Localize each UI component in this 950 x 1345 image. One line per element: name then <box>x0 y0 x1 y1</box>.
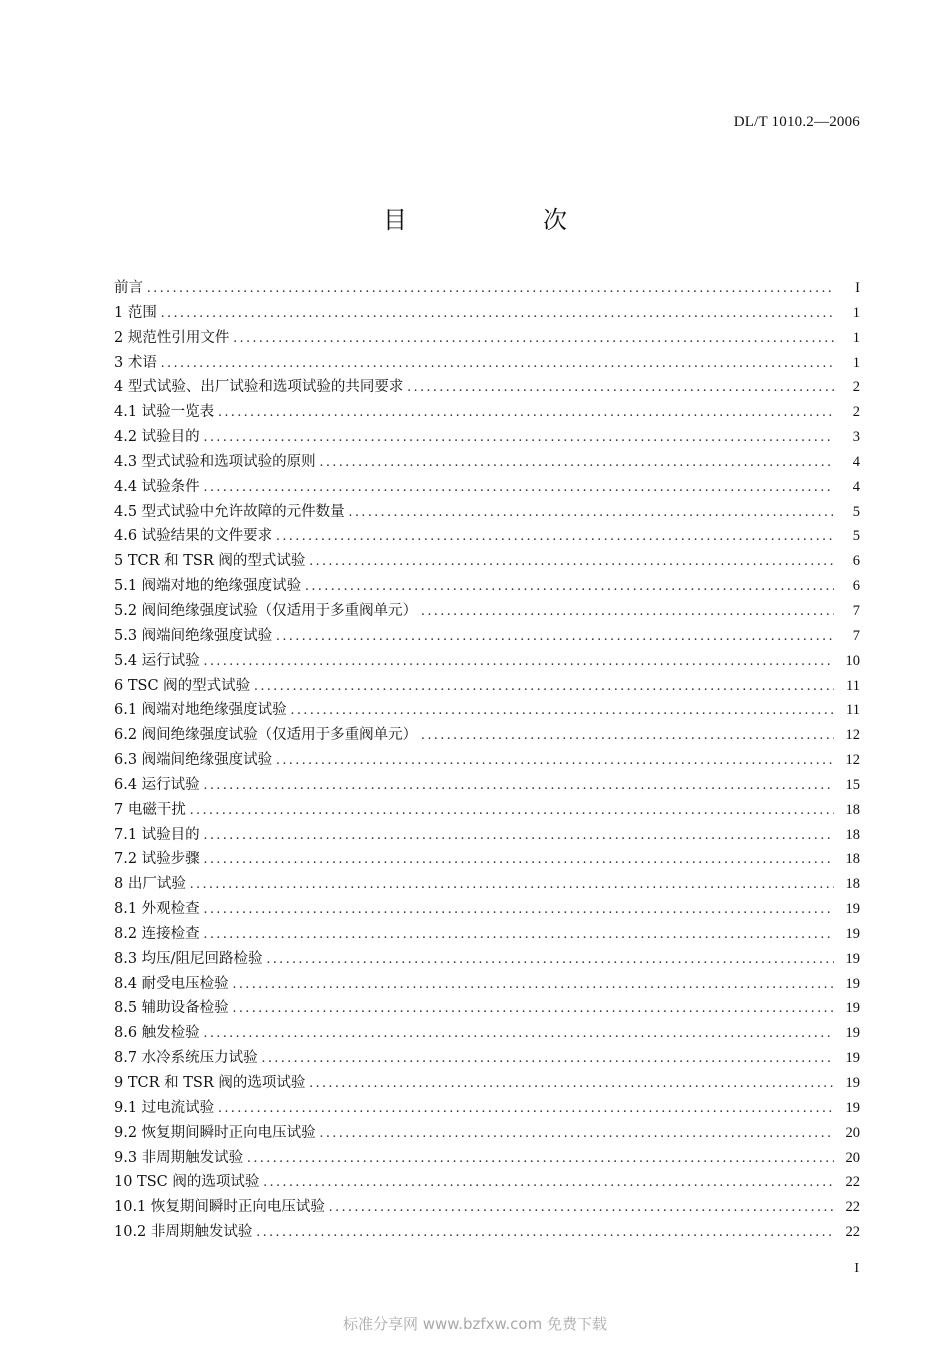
toc-dot-leader <box>204 823 834 848</box>
toc-entry[interactable] <box>114 847 860 872</box>
toc-entry[interactable] <box>114 897 860 922</box>
toc-dot-leader <box>267 947 834 972</box>
toc-entry[interactable] <box>114 524 860 549</box>
toc-entry-label: 4.1 试验一览表 <box>114 404 215 421</box>
toc-entry-label: 4.6 试验结果的文件要求 <box>114 528 273 545</box>
toc-entry-page: 4 <box>852 478 860 495</box>
toc-entry-label: 8 出厂试验 <box>114 876 186 893</box>
toc-entry[interactable] <box>114 574 860 599</box>
toc-dot-leader <box>233 972 834 997</box>
toc-entry[interactable] <box>114 599 860 624</box>
toc-dot-leader <box>233 326 834 351</box>
toc-entry-page: 19 <box>845 1000 860 1017</box>
toc-entry-label: 6 TSC 阀的型式试验 <box>114 677 251 694</box>
toc-entry-page: 19 <box>845 925 860 942</box>
toc-dot-leader <box>320 1121 834 1146</box>
toc-entry-page: 19 <box>845 975 860 992</box>
toc-dot-leader <box>247 1146 834 1171</box>
toc-entry[interactable] <box>114 1071 860 1096</box>
toc-entry-page: 7 <box>852 627 860 644</box>
toc-dot-leader <box>204 897 834 922</box>
toc-entry-label: 8.3 均压/阻尼回路检验 <box>114 950 263 967</box>
toc-entry[interactable] <box>114 748 860 773</box>
toc-entry-page: 20 <box>845 1149 860 1166</box>
toc-dot-leader <box>218 1096 834 1121</box>
toc-entry-label: 8.5 辅助设备检验 <box>114 1000 229 1017</box>
toc-entry-page: 3 <box>852 429 860 446</box>
toc-entry[interactable] <box>114 649 860 674</box>
toc-entry-page: 7 <box>852 602 860 619</box>
toc-entry-page: 6 <box>852 553 860 570</box>
toc-entry-page: 1 <box>852 329 860 346</box>
toc-entry[interactable] <box>114 798 860 823</box>
toc-entry-label: 8.1 外观检查 <box>114 901 200 918</box>
toc-entry[interactable] <box>114 1096 860 1121</box>
toc-entry-page: 15 <box>845 776 860 793</box>
toc-dot-leader <box>204 847 834 872</box>
standard-code: DL/T 1010.2—2006 <box>733 114 860 130</box>
toc-dot-leader <box>263 1170 834 1195</box>
toc-entry-page: 1 <box>852 304 860 321</box>
toc-entry-label: 8.6 触发检验 <box>114 1025 200 1042</box>
toc-entry[interactable] <box>114 723 860 748</box>
toc-entry[interactable] <box>114 1195 860 1220</box>
toc-entry-page: 22 <box>845 1174 860 1191</box>
toc-entry-page: 12 <box>845 727 860 744</box>
toc-entry-label: 3 术语 <box>114 354 157 371</box>
toc-entry[interactable] <box>114 1220 860 1245</box>
toc-dot-leader <box>262 1046 834 1071</box>
toc-dot-leader <box>218 400 834 425</box>
toc-entry-page: 2 <box>852 404 860 421</box>
toc-entry-page: 2 <box>852 379 860 396</box>
toc-dot-leader <box>276 748 834 773</box>
toc-entry-page: 10 <box>845 652 860 669</box>
toc-dot-leader <box>161 351 834 376</box>
toc-entry[interactable] <box>114 450 860 475</box>
toc-entry-page: 1 <box>852 354 860 371</box>
table-of-contents <box>114 276 860 1245</box>
toc-dot-leader <box>204 773 834 798</box>
toc-entry[interactable] <box>114 947 860 972</box>
toc-entry-page: 19 <box>845 1025 860 1042</box>
toc-entry[interactable] <box>114 425 860 450</box>
toc-dot-leader <box>190 798 834 823</box>
toc-entry-label: 4.2 试验目的 <box>114 429 200 446</box>
toc-entry-label: 4.3 型式试验和选项试验的原则 <box>114 453 316 470</box>
toc-entry-label: 6.2 阀间绝缘强度试验（仅适用于多重阀单元） <box>114 727 418 744</box>
toc-entry[interactable] <box>114 972 860 997</box>
toc-entry-page: 11 <box>846 677 860 694</box>
toc-entry-label: 10.1 恢复期间瞬时正向电压试验 <box>114 1199 325 1216</box>
toc-entry-label: 1 范围 <box>114 304 157 321</box>
toc-entry-label: 4.4 试验条件 <box>114 478 200 495</box>
toc-dot-leader <box>309 1071 834 1096</box>
toc-entry[interactable] <box>114 996 860 1021</box>
toc-entry-label: 10 TSC 阀的选项试验 <box>114 1174 260 1191</box>
toc-entry-page: 19 <box>845 1099 860 1116</box>
toc-dot-leader <box>147 276 834 301</box>
toc-entry[interactable] <box>114 351 860 376</box>
toc-entry-page: I <box>855 280 860 296</box>
toc-dot-leader <box>309 549 834 574</box>
toc-entry-page: 20 <box>845 1124 860 1141</box>
toc-entry-label: 7.1 试验目的 <box>114 826 200 843</box>
toc-entry-label: 8.4 耐受电压检验 <box>114 975 229 992</box>
toc-entry-label: 9.1 过电流试验 <box>114 1099 215 1116</box>
toc-entry[interactable] <box>114 674 860 699</box>
toc-entry-page: 19 <box>845 950 860 967</box>
toc-entry-label: 6.4 运行试验 <box>114 776 200 793</box>
toc-entry[interactable] <box>114 624 860 649</box>
toc-entry-label: 4.5 型式试验中允许故障的元件数量 <box>114 503 345 520</box>
toc-entry-label: 5.2 阀间绝缘强度试验（仅适用于多重阀单元） <box>114 602 418 619</box>
toc-entry-label: 7 电磁干扰 <box>114 801 186 818</box>
toc-dot-leader <box>204 1021 834 1046</box>
toc-entry[interactable] <box>114 326 860 351</box>
toc-entry-page: 19 <box>845 901 860 918</box>
toc-entry-page: 18 <box>845 876 860 893</box>
toc-entry-label: 7.2 试验步骤 <box>114 851 200 868</box>
toc-dot-leader <box>256 1220 834 1245</box>
toc-entry-label: 前言 <box>114 280 143 296</box>
toc-title: 目 次 <box>383 206 623 234</box>
toc-dot-leader <box>329 1195 834 1220</box>
toc-entry-page: 22 <box>845 1224 860 1241</box>
toc-entry-page: 18 <box>845 851 860 868</box>
toc-dot-leader <box>204 649 834 674</box>
toc-entry-label: 8.7 水冷系统压力试验 <box>114 1050 258 1067</box>
toc-entry[interactable] <box>114 922 860 947</box>
toc-dot-leader <box>233 996 834 1021</box>
toc-entry-page: 19 <box>845 1075 860 1091</box>
toc-entry[interactable] <box>114 301 860 326</box>
toc-entry-page: 22 <box>845 1199 860 1216</box>
toc-dot-leader <box>291 698 834 723</box>
toc-entry-label: 4 型式试验、出厂试验和选项试验的共同要求 <box>114 379 404 396</box>
toc-entry-label: 5.3 阀端间绝缘强度试验 <box>114 627 273 644</box>
toc-dot-leader <box>276 524 834 549</box>
toc-entry-label: 6.3 阀端间绝缘强度试验 <box>114 752 273 769</box>
toc-entry-label: 2 规范性引用文件 <box>114 329 230 346</box>
toc-entry[interactable] <box>114 1170 860 1195</box>
toc-dot-leader <box>204 475 834 500</box>
toc-entry-label: 9.2 恢复期间瞬时正向电压试验 <box>114 1124 316 1141</box>
toc-entry-label: 8.2 连接检查 <box>114 925 200 942</box>
toc-entry[interactable] <box>114 1121 860 1146</box>
toc-entry[interactable] <box>114 1146 860 1171</box>
toc-entry-page: 6 <box>852 578 860 595</box>
toc-dot-leader <box>421 599 834 624</box>
toc-dot-leader <box>190 872 834 897</box>
toc-entry-page: 18 <box>845 801 860 818</box>
toc-entry[interactable] <box>114 475 860 500</box>
toc-entry-label: 5 TCR 和 TSR 阀的型式试验 <box>114 553 306 570</box>
toc-entry[interactable] <box>114 549 860 574</box>
toc-entry-page: 18 <box>845 826 860 843</box>
toc-entry[interactable] <box>114 375 860 400</box>
toc-entry-label: 5.1 阀端对地的绝缘强度试验 <box>114 578 302 595</box>
toc-dot-leader <box>421 723 834 748</box>
page-number: I <box>854 1261 859 1276</box>
toc-entry-page: 12 <box>845 752 860 769</box>
toc-entry-label: 9.3 非周期触发试验 <box>114 1149 244 1166</box>
toc-entry-label: 10.2 非周期触发试验 <box>114 1224 253 1241</box>
toc-entry[interactable] <box>114 773 860 798</box>
toc-dot-leader <box>320 450 834 475</box>
toc-entry[interactable] <box>114 872 860 897</box>
toc-entry[interactable] <box>114 276 860 301</box>
watermark-text: 标准分享网 www.bzfxw.com 免费下载 <box>343 1315 607 1333</box>
toc-entry-page: 4 <box>852 453 860 470</box>
toc-dot-leader <box>204 425 834 450</box>
toc-entry-label: 9 TCR 和 TSR 阀的选项试验 <box>114 1075 306 1091</box>
toc-dot-leader <box>276 624 834 649</box>
toc-entry-label: 6.1 阀端对地绝缘强度试验 <box>114 702 287 719</box>
toc-entry[interactable] <box>114 500 860 525</box>
toc-entry[interactable] <box>114 823 860 848</box>
toc-entry[interactable] <box>114 1021 860 1046</box>
toc-entry-page: 11 <box>846 702 860 719</box>
toc-dot-leader <box>407 375 834 400</box>
toc-entry-page: 5 <box>852 528 860 545</box>
toc-entry[interactable] <box>114 400 860 425</box>
toc-dot-leader <box>254 674 834 699</box>
toc-entry-label: 5.4 运行试验 <box>114 652 200 669</box>
toc-entry-page: 19 <box>845 1050 860 1067</box>
toc-entry[interactable] <box>114 698 860 723</box>
toc-entry-page: 5 <box>852 503 860 520</box>
toc-dot-leader <box>305 574 834 599</box>
toc-dot-leader <box>349 500 834 525</box>
toc-dot-leader <box>204 922 834 947</box>
toc-dot-leader <box>161 301 834 326</box>
toc-entry[interactable] <box>114 1046 860 1071</box>
